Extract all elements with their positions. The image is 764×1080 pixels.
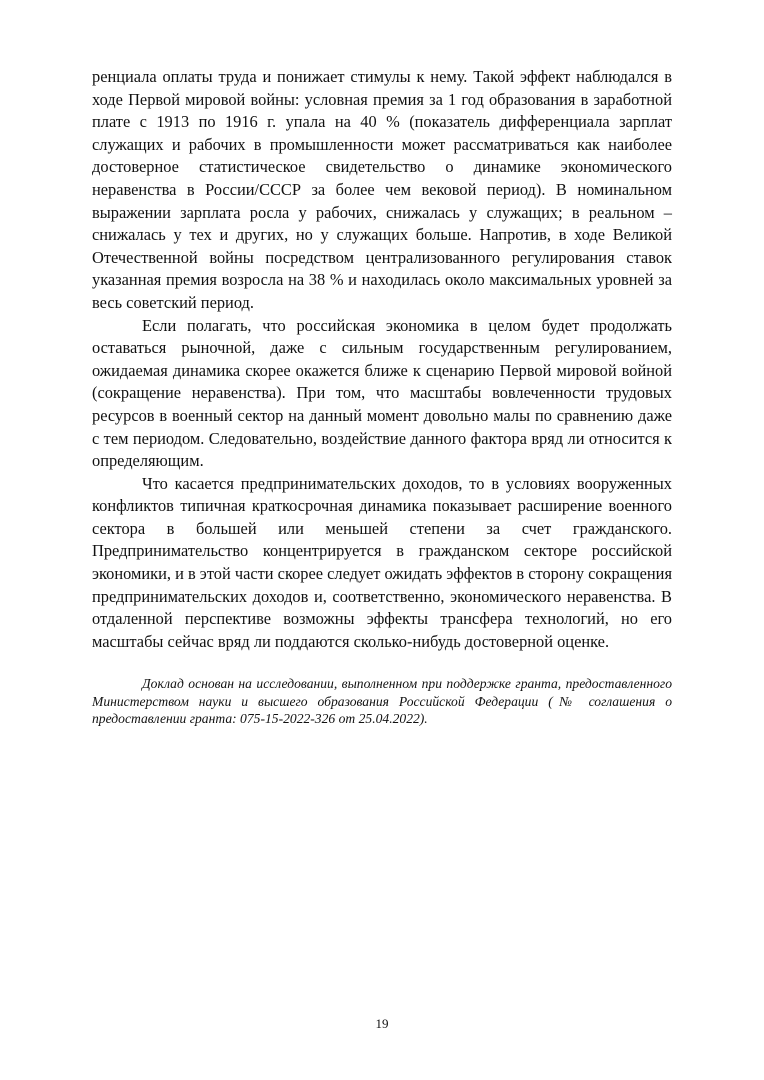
page-content — [92, 66, 672, 742]
page-number: 19 — [375, 1016, 389, 1031]
paragraph-market-economy: Если полагать, что российская экономика в целом будет продолжать оставаться рыночной, даже с сильным государственным регулированием, ожидаемая динамика скорее окажется ближе к сценарию Первой мировой войной (сокращение неравенства). При том, что масштабы вовлеченности трудовых ресурсов в военный сектор на данный момент довольно малы по сравнению даже с тем периодом. Следовательно, воздействие данного фактора вряд ли относится к определяющим. — [92, 315, 672, 471]
paragraph-entrepreneurial-income: Что касается предпринимательских доходов, то в условиях вооруженных конфликтов типичная краткосрочная динамика показывает расширение военного сектора в большей или меньшей степени за счет гражданского. Предпринимательство концентрируется в гражданском секторе российской экономики, и в этой части скорее следует ожидать эффектов в сторону сокращения предпринимательских доходов и, соответственно, экономического неравенства. В отдаленной перспективе возможны эффекты трансфера технологий, но его масштабы сейчас вряд ли поддаются сколько-нибудь достоверной оценке. — [92, 473, 672, 651]
body-text — [92, 66, 672, 653]
paragraph-continuation: ренциала оплаты труда и понижает стимулы к нему. Такой эффект наблюдался в ходе Первой мировой войны: условная премия за 1 год образования в заработной плате с 1913 по 1916 г. упала на 40 % (показатель дифференциала зарплат служащих и рабочих в промышленности может рассматриваться как наиболее достоверное статистическое свидетельство о динамике экономического неравенства в России/СССР за более чем вековой период). В номинальном выражении зарплата росла у рабочих, снижалась у служащих; в реальном – снижалась у тех и других, но у служащих больше. Напротив, в ходе Великой Отечественной войны посредством централизованного регулирования ставок указанная премия возросла на 38 % и находилась около максимальных уровней за весь советский период. — [92, 67, 672, 312]
acknowledgement-note: Доклад основан на исследовании, выполненном при поддержке гранта, предоставленного Министерством науки и высшего образования Российской Федерации (№ соглашения о предоставлении гранта: 075-15-2022-326 от 25.04.2022). — [92, 676, 672, 727]
